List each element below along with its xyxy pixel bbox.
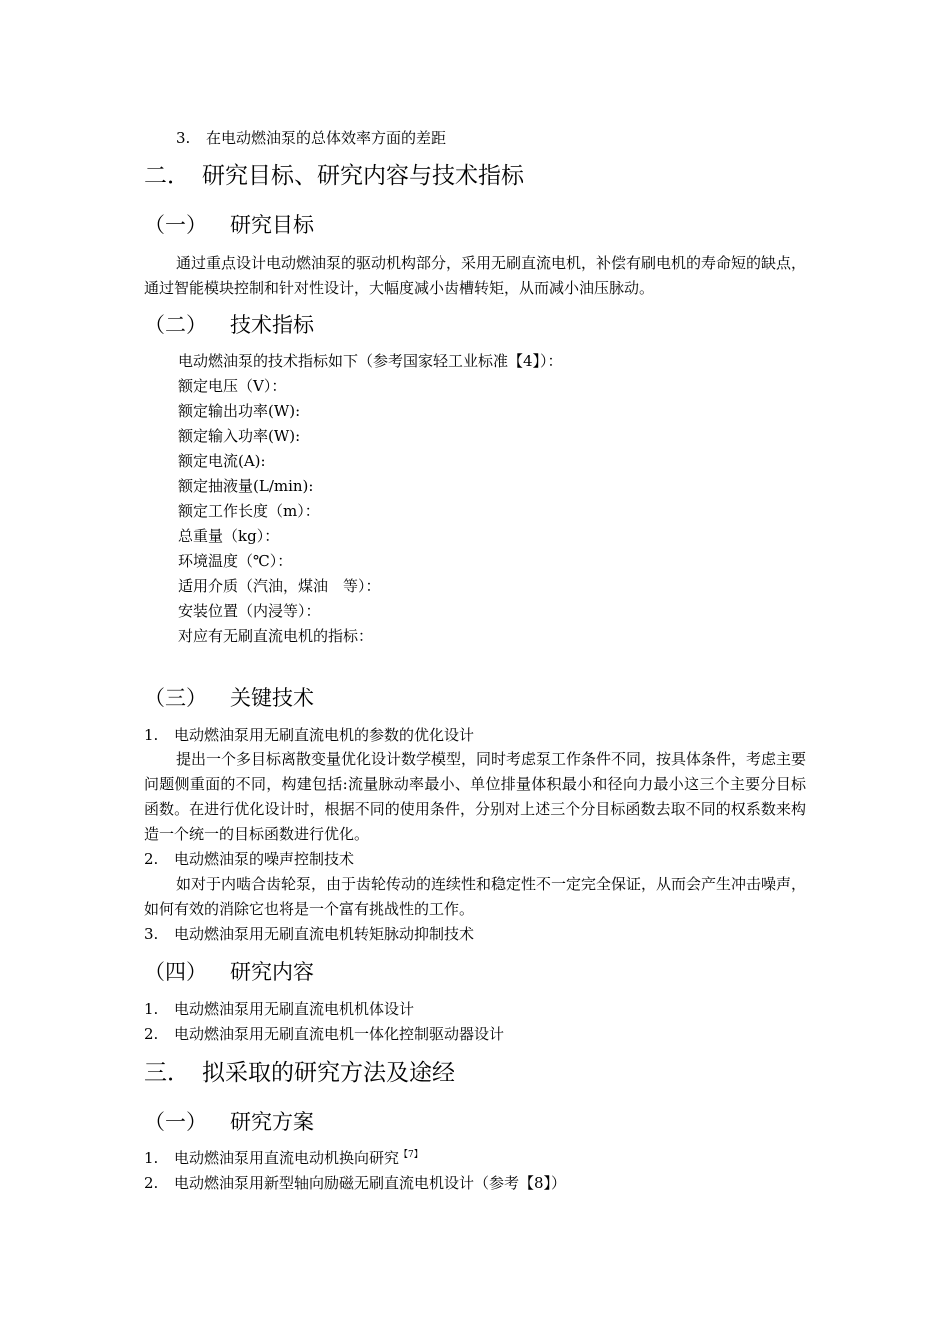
spec-line: 总重量（kg）：	[178, 527, 280, 545]
spec-line: 环境温度（℃）：	[178, 552, 293, 570]
spec-line: 额定抽液量(L/min):	[178, 477, 314, 495]
spec-line: 额定输入功率(W):	[178, 427, 301, 445]
goal-paragraph: 通过重点设计电动燃油泵的驱动机构部分，采用无刷直流电机，补偿有刷电机的寿命短的缺点，通过智能模块控制和针对性设计，大幅度减小齿槽转矩，从而减小油压脉动。	[144, 254, 807, 297]
spec-line: 额定电压（V）：	[178, 377, 287, 395]
subsection-heading-goal: （一） 研究目标	[144, 213, 314, 237]
subsection-heading-content: （四） 研究内容	[144, 960, 314, 984]
list-item: 2. 电动燃油泵用新型轴向励磁无刷直流电机设计（参考【8】）	[144, 1174, 567, 1192]
key1-paragraph: 提出一个多目标离散变量优化设计数学模型，同时考虑泵工作条件不同，按具体条件，考虑主要问题侧重面的不同，构建包括:流量脉动率最小、单位排量体积最小和径向力最小这三个主要分目标函数。在进行优化设计时，根据不同的使用条件，分别对上述三个分目标函数去取不同的权系数来构造一个统一的目标函数进行优化。	[144, 750, 807, 843]
subsection-heading-spec: （二） 技术指标	[144, 313, 314, 337]
spec-line: 额定工作长度（m）：	[178, 502, 320, 520]
list-item: 1. 电动燃油泵用无刷直流电机的参数的优化设计	[144, 726, 475, 744]
list-item: 1. 电动燃油泵用无刷直流电机机体设计	[144, 1000, 415, 1018]
spec-line: 安装位置（内浸等）：	[178, 602, 321, 620]
spec-line: 对应有无刷直流电机的指标：	[178, 627, 374, 645]
spec-line: 额定电流(A):	[178, 452, 266, 470]
list-item: 3. 在电动燃油泵的总体效率方面的差距	[176, 129, 447, 147]
spec-line: 电动燃油泵的技术指标如下（参考国家轻工业标准【4】）：	[178, 352, 563, 370]
key2-paragraph: 如对于内啮合齿轮泵，由于齿轮传动的连续性和稳定性不一定完全保证，从而会产生冲击噪声，如何有效的消除它也将是一个富有挑战性的工作。	[144, 875, 807, 918]
spec-line: 适用介质（汽油，煤油 等）：	[178, 577, 381, 595]
list-item: 2. 电动燃油泵的噪声控制技术	[144, 850, 355, 868]
section-heading-3: 三． 拟采取的研究方法及途经	[144, 1060, 455, 1086]
section-heading-2: 二． 研究目标、研究内容与技术指标	[144, 163, 524, 189]
subsection-heading-key: （三） 关键技术	[144, 686, 314, 710]
list-item: 3. 电动燃油泵用无刷直流电机转矩脉动抑制技术	[144, 925, 475, 943]
citation-ref: 【7】	[399, 1150, 423, 1160]
spec-line: 额定输出功率(W):	[178, 402, 301, 420]
list-item: 1. 电动燃油泵用直流电动机换向研究$^{【7】}$	[144, 1149, 423, 1167]
list-item: 2. 电动燃油泵用无刷直流电机一体化控制驱动器设计	[144, 1025, 505, 1043]
subsection-heading-plan: （一） 研究方案	[144, 1110, 314, 1134]
